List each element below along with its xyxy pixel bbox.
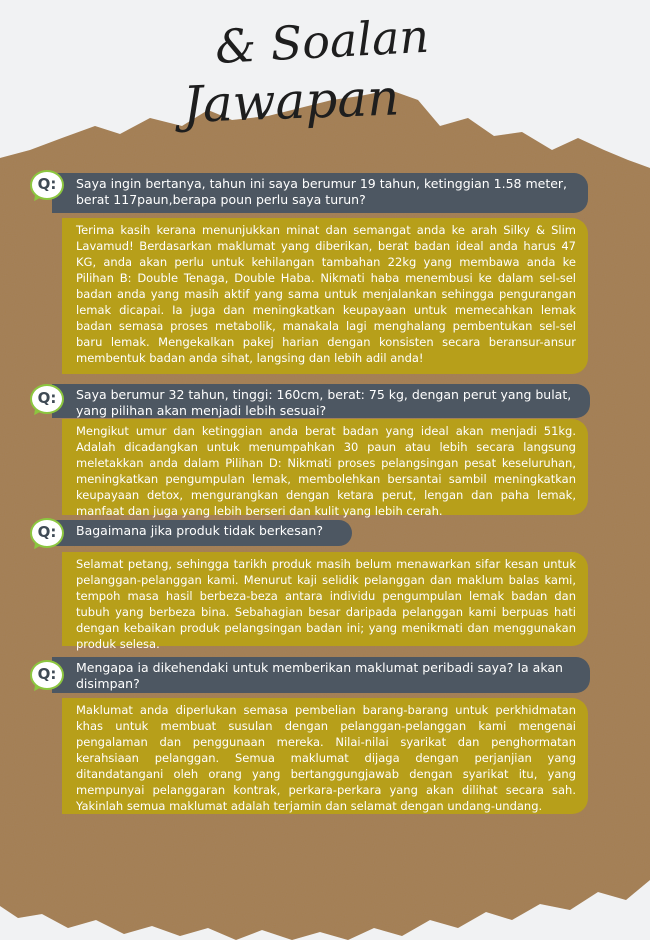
question-4 xyxy=(52,657,590,693)
page-title-line1: & Soalan xyxy=(213,8,431,74)
question-4-text: Mengapa ia dikehendaki untuk memberikan maklumat peribadi saya? Ia akan disimpan? xyxy=(76,660,563,691)
question-badge-4 xyxy=(30,660,64,690)
question-badge-1 xyxy=(30,170,64,200)
question-3 xyxy=(52,520,352,546)
answer-4-text: Maklumat anda diperlukan semasa pembelian barang-barang untuk perkhidmatan khas untuk membuat susulan dengan pelanggan-pelanggan kami mengenai pengalaman dan penggunaan mereka. Nilai-nilai syarikat dan penghormatan kerahsiaan pelanggan. Semua maklumat dijaga dengan perjanjian yang ditandatangani oleh orang yang bertanggungjawab dengan syarikat itu, yang mempunyai pelanggaran kontrak, perkara-perkara yang akan dilihat secara sah. Yakinlah semua maklumat adalah terjamin dan selamat dengan undang-undang. xyxy=(76,703,576,813)
answer-2 xyxy=(62,419,588,518)
page-title-line2: Jawapan xyxy=(181,68,401,134)
question-badge-4-label: Q: xyxy=(37,665,57,683)
question-1-text: Saya ingin bertanya, tahun ini saya berumur 19 tahun, ketinggian 1.58 meter, berat 117paun,berapa poun perlu saya turun? xyxy=(76,176,568,207)
answer-1 xyxy=(62,218,588,374)
question-1 xyxy=(52,173,588,213)
answer-4 xyxy=(62,698,588,814)
question-badge-2 xyxy=(30,384,64,414)
question-badge-1-label: Q: xyxy=(37,175,57,193)
answer-3 xyxy=(62,552,588,651)
question-3-text: Bagaimana jika produk tidak berkesan? xyxy=(76,523,323,538)
question-badge-3-label: Q: xyxy=(37,523,57,541)
answer-3-text: Selamat petang, sehingga tarikh produk masih belum menawarkan sifar kesan untuk pelanggan-pelanggan kami. Menurut kaji selidik pelanggan dan maklum balas kami, tempoh masa hasil berbeza-beza antara individu pengumpulan lemak badan dan tubuh yang berbeza bina. Sebahagian besar daripada pelanggan kami berpuas hati dengan kebaikan produk pelangsingan badan ini; yang menikmati dan menggunakan produk selesa. xyxy=(76,557,576,651)
question-2 xyxy=(52,384,590,418)
question-badge-2-label: Q: xyxy=(37,389,57,407)
question-2-text: Saya berumur 32 tahun, tinggi: 160cm, berat: 75 kg, dengan perut yang bulat, yang pilihan akan menjadi lebih sesuai? xyxy=(76,387,572,418)
question-badge-3 xyxy=(30,518,64,548)
answer-1-text: Terima kasih kerana menunjukkan minat dan semangat anda ke arah Silky & Slim Lavamud! Berdasarkan maklumat yang diberikan, berat badan ideal anda harus 47 KG, anda akan perlu untuk kehilangan tambahan 22kg yang membawa anda ke Pilihan B: Double Tenaga, Double Haba. Nikmati haba menembusi ke dalam sel-sel badan anda yang masih aktif yang sama untuk menjalankan sehingga pengurangan lemak dicapai. Ia juga dan meningkatkan keupayaan untuk memecahkan lemak badan semasa proses metabolik, manakala lagi menghalang pembentukan sel-sel baru lemak. Mengekalkan pakej harian dengan konsisten secara beransur-ansur membentuk badan anda sihat, langsing dan lebih adil anda! xyxy=(76,223,576,365)
answer-2-text: Mengikut umur dan ketinggian anda berat badan yang ideal akan menjadi 51kg. Adalah dicadangkan untuk menumpahkan 30 paun atau lebih secara langsung meletakkan anda dalam Pilihan D: Nikmati proses pelangsingan pesat keseluruhan, meningkatkan pengumpulan lemak, membolehkan bersantai sambil meningkatkan keupayaan detox, mengurangkan dengan ketara perut, lengan dan paha lemak, manfaat dan juga yang lebih berseri dan kulit yang lebih cerah. xyxy=(76,424,576,518)
